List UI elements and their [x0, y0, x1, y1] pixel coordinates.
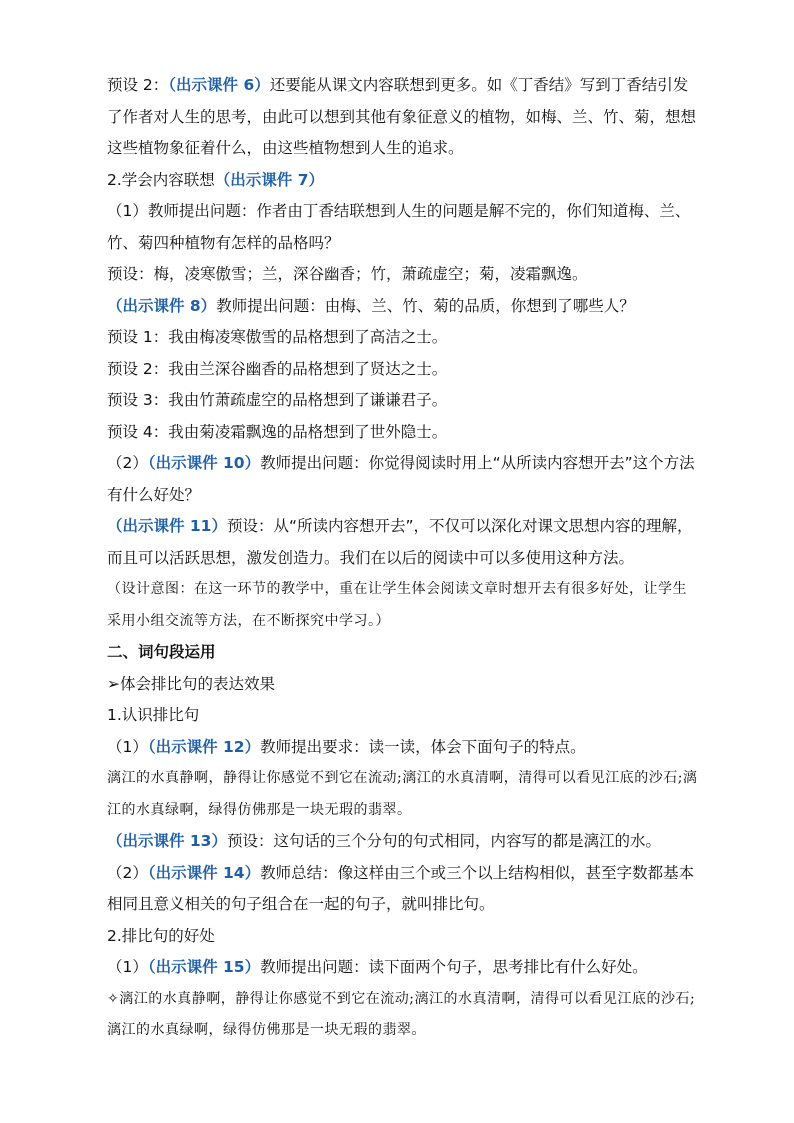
- courseware-tag: （出示课件 13）: [107, 832, 227, 850]
- paragraph-preset-c: 预设 3：我由竹萧疏虚空的品格想到了谦谦君子。: [107, 391, 448, 409]
- courseware-tag: （出示课件 14）: [147, 863, 261, 882]
- courseware-tag: （出示课件 11）: [107, 517, 227, 535]
- paragraph-preset-structure: （出示课件 13）预设：这句话的三个分句的句式相同，内容写的都是漓江的水。: [107, 832, 661, 850]
- courseware-tag: （出示课件 6）: [168, 76, 270, 94]
- subheading-parallelism: ➢体会排比句的表达效果: [107, 674, 275, 693]
- courseware-tag: （出示课件 8）: [107, 296, 217, 315]
- paragraph-preset-benefit: （出示课件 11）预设：从“所读内容想开去”，不仅可以深化对课文思想内容的理解，而且可以活跃思想，激发创造力。我们在以后的阅读中可以多使用这种方法。: [107, 517, 693, 567]
- courseware-tag: （出示课件 15）: [147, 958, 261, 976]
- paragraph-question-1: （1）教师提出问题：作者由丁香结联想到人生的问题是解不完的，你们知道梅、兰、竹、菊四种植物有怎样的品格吗？: [107, 202, 691, 252]
- heading-parallelism-benefits: 2.排比句的好处: [107, 926, 215, 945]
- design-intent-note: （设计意图：在这一环节的教学中，重在让学生体会阅读文章时想开去有很多好处，让学生采用小组交流等方法，在不断探究中学习。）: [107, 581, 687, 629]
- paragraph-preset-2: 预设 2：（出示课件 6）还要能从课文内容联想到更多。如《丁香结》写到丁香结引发了作者对人生的思考，由此可以想到其他有象征意义的植物，如梅、兰、竹、菊，想想这些植物象征着什么，由这些植物想到人生的追求。: [107, 76, 697, 157]
- paragraph-question-2: （出示课件 8）教师提出问题：由梅、兰、竹、菊的品质，你想到了哪些人？: [107, 296, 635, 315]
- courseware-tag: （出示课件 7）: [214, 170, 324, 189]
- heading-recognize-parallelism: 1.认识排比句: [107, 706, 200, 724]
- paragraph-preset-a: 预设 1：我由梅凌寒傲雪的品格想到了高洁之士。: [107, 328, 448, 346]
- paragraph-preset-b: 预设 2：我由兰深谷幽香的品格想到了贤达之士。: [107, 359, 448, 378]
- paragraph-requirement: （1）（出示课件 12）教师提出要求：读一读，体会下面句子的特点。: [107, 737, 586, 756]
- paragraph-preset-answer: 预设：梅，凌寒傲雪；兰，深谷幽香；竹，萧疏虚空；菊，凌霜飘逸。: [107, 265, 588, 283]
- paragraph-question-4: （1）（出示课件 15）教师提出问题：读下面两个句子，思考排比有什么好处。: [107, 958, 648, 976]
- paragraph-question-3: （2）（出示课件 10）教师提出问题：你觉得阅读时用上“从所读内容想开去”这个方法有什么好处？: [107, 454, 695, 504]
- paragraph-summary: （2）（出示课件 14）教师总结：像这样由三个或三个以上结构相似，甚至字数都基本相同且意义相关的句子组合在一起的句子，就叫排比句。: [107, 863, 695, 913]
- example-sentence: 漓江的水真静啊，静得让你感觉不到它在流动;漓江的水真清啊，清得可以看见江底的沙石;漓江的水真绿啊，绿得仿佛那是一块无瑕的翡翠。: [107, 770, 698, 818]
- courseware-tag: （出示课件 10）: [147, 454, 261, 472]
- paragraph-preset-d: 预设 4：我由菊凌霜飘逸的品格想到了世外隐士。: [107, 422, 448, 441]
- example-sentence-2: ✧漓江的水真静啊，静得让你感觉不到它在流动;漓江的水真清啊，清得可以看见江底的沙石;漓江的水真绿啊，绿得仿佛那是一块无瑕的翡翠。: [107, 990, 696, 1038]
- courseware-tag: （出示课件 12）: [147, 737, 261, 756]
- section-heading: 二、词句段运用: [107, 643, 216, 661]
- heading-content-association: 2.学会内容联想（出示课件 7）: [107, 170, 324, 189]
